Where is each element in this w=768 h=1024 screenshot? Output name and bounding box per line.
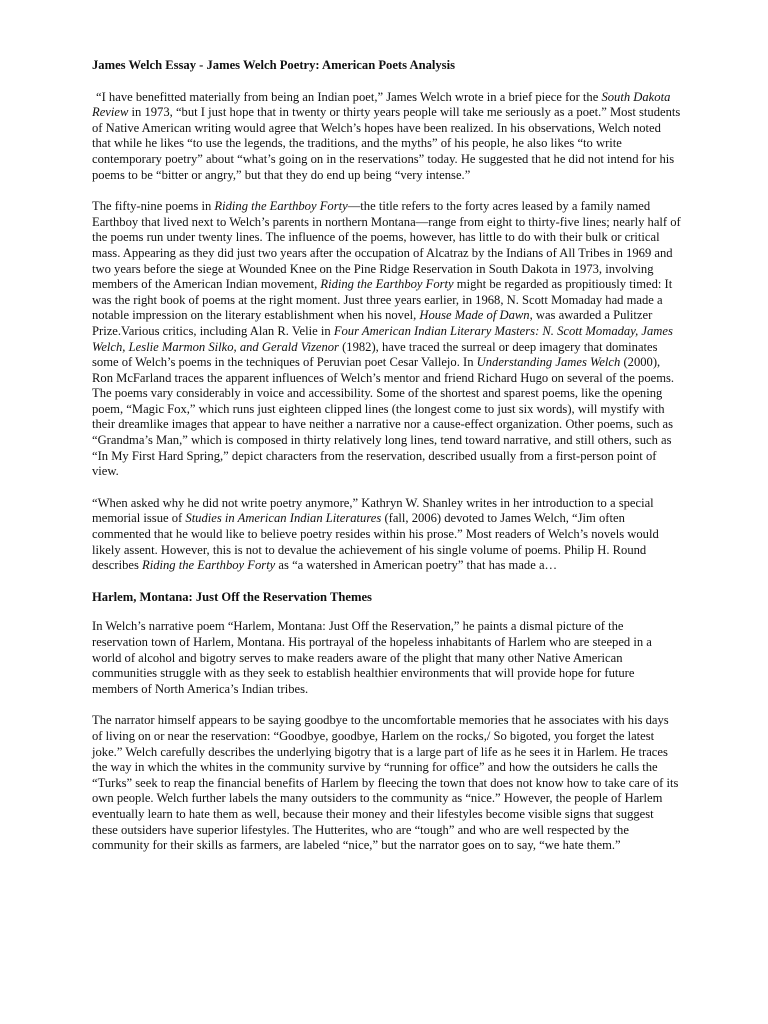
book-title-italic: House Made of Dawn (419, 308, 530, 323)
document-title: James Welch Essay - James Welch Poetry: American Poets Analysis (92, 58, 455, 72)
paragraph-5: The narrator himself appears to be saying goodbye to the uncomfortable memories that he associates with his days of living on or near the reservation: “Goodbye, goodbye, Harlem on the rocks,/ So bigoted, you forget the latest joke.” Welch carefully describes the underlying bigotry that is a large part of life as he sees it in Harlem. He traces the way in which the whites in the community survive by “running for office” and how the outsiders he calls the “Turks” seek to reap the financial benefits of Harlem by fleecing the town that does not know how to take care of its own people. Welch further labels the many outsiders to the community as “nice.” However, the people of Harlem eventually learn to hate them as well, because their money and their lifestyles become visible signs that suggest these outsiders have superior lifestyles. The Hutterites, who are “tough” and who are well respected by the community for their skills as farmers, are labeled “nice,” but the narrator goes on to say, “we hate them.” (92, 713, 679, 853)
document-page (92, 58, 682, 870)
paragraph-1: “I have benefitted materially from being an Indian poet,” James Welch wrote in a brief piece for the South Dakota Review in 1973, “but I just hope that in twenty or thirty years people will take me seriously as a poet.” Most students of Native American writing would agree that Welch’s hopes have been realized. In his observations, Welch noted that while he likes “to use the legends, the traditions, and the myths” of his people, he also likes “to write contemporary poetry” about “what’s going on in the reservations” today. He suggested that he did not intend for his poems to be “bitter or angry,” but that they do end up being “very intense.” (92, 89, 681, 182)
book-title-italic: Understanding James Welch (476, 355, 621, 370)
book-title-italic: Four American Indian Literary Masters: N. Scott Momaday, James Welch, Leslie Marmon Silko, and Gerald Vizenor (92, 323, 673, 354)
book-title-italic: Studies in American Indian Literatures (185, 511, 382, 526)
book-title-italic: South Dakota Review (92, 89, 671, 120)
book-title-italic: Riding the Earthboy Forty (320, 277, 454, 292)
section-heading: Harlem, Montana: Just Off the Reservation Themes (92, 589, 372, 604)
book-title-italic: Riding the Earthboy Forty (142, 558, 276, 573)
paragraph-4: In Welch’s narrative poem “Harlem, Montana: Just Off the Reservation,” he paints a dismal picture of the reservation town of Harlem, Montana. His portrayal of the hopeless inhabitants of Harlem who are steeped in a world of alcohol and bigotry serves to make readers aware of the plight that many other Native American communities struggle with as they seek to establish healthier environments that will provide hope for future members of North America’s Indian tribes. (92, 619, 652, 696)
book-title-italic: Riding the Earthboy Forty (214, 199, 348, 214)
paragraph-2: The fifty-nine poems in Riding the Earthboy Forty—the title refers to the forty acres leased by a family named Earthboy that lived next to Welch’s parents in northern Montana—range from eight to thirty-five lines; nearly half of the poems run under twenty lines. The influence of the poems, however, has little to do with their bulk or critical mass. Appearing as they did just two years after the occupation of Alcatraz by the Indians of All Tribes in 1969 and two years before the siege at Wounded Knee on the Pine Ridge Reservation in South Dakota in 1973, involving members of the American Indian movement, Riding the Earthboy Forty might be regarded as propitiously timed: It was the right book of poems at the right moment. Just three years earlier, in 1968, N. Scott Momaday had made a notable impression on the literary establishment when his novel, House Made of Dawn, was awarded a Pulitzer Prize.Various critics, including Alan R. Velie in Four American Indian Literary Masters: N. Scott Momaday, James Welch, Leslie Marmon Silko, and Gerald Vizenor (1982), have traced the surreal or deep imagery that dominates some of Welch’s poems in the techniques of Peruvian poet Cesar Vallejo. In Understanding James Welch (2000), Ron McFarland traces the apparent influences of Welch’s mentor and friend Richard Hugo on several of the poems. The poems vary considerably in voice and accessibility. Some of the shortest and sparest poems, like the opening poem, “Magic Fox,” which runs just eighteen clipped lines (the longest come to just six words), will mystify with their dreamlike images that appear to have neither a narrative nor a cause-effect organization. Other poems, such as “Grandma’s Man,” which is composed in thirty relatively long lines, tend toward narrative, and still others, such as “In My First Hard Spring,” depict characters from the reservation, described usually from a first-person point of view. (92, 199, 681, 479)
paragraph-3: “When asked why he did not write poetry anymore,” Kathryn W. Shanley writes in her introduction to a special memorial issue of Studies in American Indian Literatures (fall, 2006) devoted to James Welch, “Jim often commented that he would like to believe poetry resides within his prose.” Most readers of Welch’s novels would likely assent. However, this is not to devalue the achievement of his single volume of poems. Philip H. Round describes Riding the Earthboy Forty as “a watershed in American poetry” that has made a… (92, 495, 659, 573)
